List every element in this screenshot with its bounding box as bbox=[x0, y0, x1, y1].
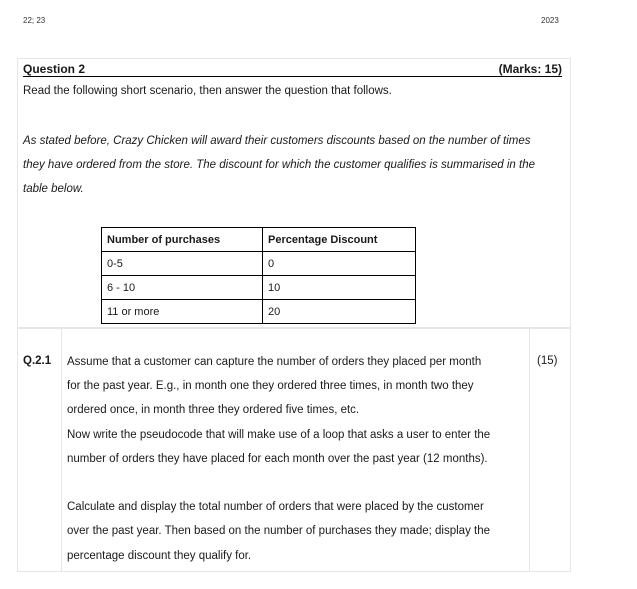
question-line: over the past year. Then based on the number of purchases they made; display the bbox=[67, 525, 490, 538]
instruction-text: Read the following short scenario, then answer the question that follows. bbox=[23, 85, 392, 97]
discount-table bbox=[101, 227, 416, 324]
column-header: Percentage Discount bbox=[263, 228, 416, 252]
scenario-line: table below. bbox=[23, 183, 84, 195]
table-row bbox=[102, 276, 416, 300]
question-line: percentage discount they qualify for. bbox=[67, 549, 252, 562]
table-cell: 20 bbox=[263, 300, 416, 324]
table-cell: 0 bbox=[263, 252, 416, 276]
table-row bbox=[102, 252, 416, 276]
scenario-line: they have ordered from the store. The discount for which the customer qualifies is summarised in the bbox=[23, 159, 535, 171]
scenario-line: As stated before, Crazy Chicken will award their customers discounts based on the number of times bbox=[23, 135, 531, 147]
table-header-row bbox=[102, 228, 416, 252]
question-line: ordered once, in month three they ordered five times, etc. bbox=[67, 404, 360, 417]
question-line: number of orders they have placed for each month over the past year (12 months). bbox=[67, 452, 488, 465]
sub-question-number: Q.2.1 bbox=[23, 355, 52, 367]
question-line: Now write the pseudocode that will make use of a loop that asks a user to enter the bbox=[67, 428, 491, 441]
question-heading bbox=[23, 62, 562, 77]
question-line: Calculate and display the total number of orders that were placed by the customer bbox=[67, 501, 484, 514]
table-cell: 11 or more bbox=[102, 300, 263, 324]
question-title: Question 2 bbox=[23, 62, 86, 76]
divider bbox=[61, 328, 62, 572]
page-header-year: 2023 bbox=[541, 16, 559, 25]
scenario-paragraph bbox=[23, 129, 568, 201]
table-cell: 0-5 bbox=[102, 252, 263, 276]
column-header: Number of purchases bbox=[102, 228, 263, 252]
table-cell: 6 - 10 bbox=[102, 276, 263, 300]
question-line: for the past year. E.g., in month one they ordered three times, in month two they bbox=[67, 380, 474, 393]
sub-question-marks: (15) bbox=[537, 355, 558, 367]
divider bbox=[529, 328, 530, 572]
question-marks: (Marks: 15) bbox=[498, 62, 562, 76]
table-cell: 10 bbox=[263, 276, 416, 300]
sub-question-text bbox=[67, 350, 525, 568]
table-row bbox=[102, 300, 416, 324]
question-line: Assume that a customer can capture the number of orders they placed per month bbox=[67, 356, 482, 368]
page-header-left: 22; 23 bbox=[23, 16, 46, 25]
blank-line bbox=[67, 471, 525, 495]
